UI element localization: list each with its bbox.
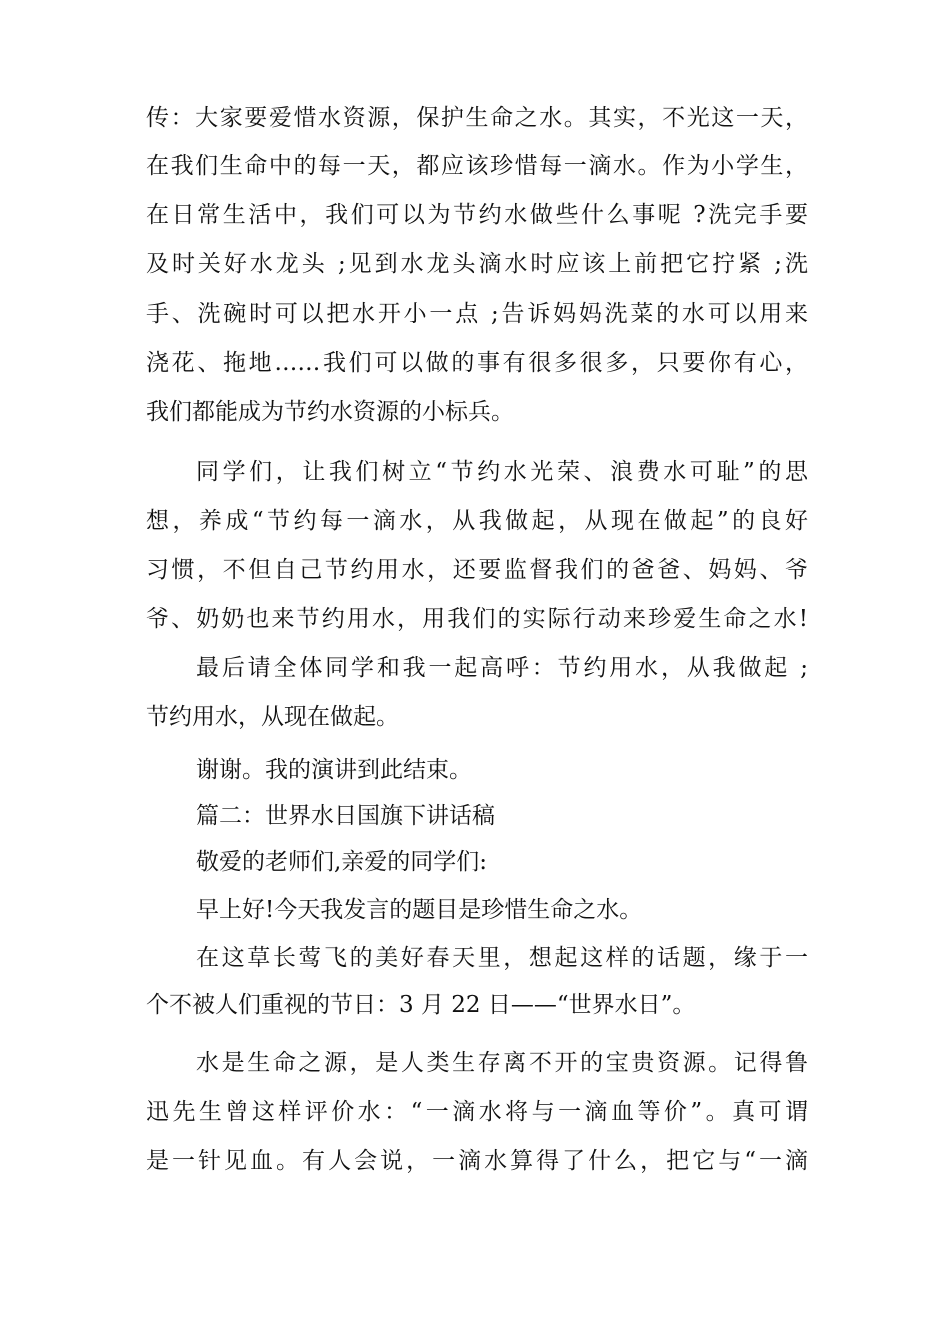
text-line: 及时关好水龙头 ;见到水龙头滴水时应该上前把它拧紧 ;洗 [146,251,808,277]
text-line: 个不被人们重视的节日：3 月 22 日——“世界水日”。 [146,992,696,1018]
text-line: 习惯，不但自己节约用水，还要监督我们的爸爸、妈妈、爷 [146,557,808,583]
text-line: 爷、奶奶也来节约用水，用我们的实际行动来珍爱生命之水! [146,606,808,632]
text-line: 在这草长莺飞的美好春天里，想起这样的话题，缘于一 [196,945,808,971]
text-line: 浇花、拖地……我们可以做的事有很多很多，只要你有心， [146,350,808,376]
text-line: 传：大家要爱惜水资源，保护生命之水。其实，不光这一天， [146,105,808,131]
text-line: 想，养成“节约每一滴水，从我做起，从现在做起”的良好 [146,508,808,534]
text-line: 水是生命之源，是人类生存离不开的宝贵资源。记得鲁 [196,1050,808,1076]
text-line: 是一针见血。有人会说，一滴水算得了什么，把它与“一滴 [146,1148,808,1174]
text-line: 在日常生活中，我们可以为节约水做些什么事呢 ?洗完手要 [146,202,808,228]
text-line: 最后请全体同学和我一起高呼：节约用水，从我做起 ; [196,655,808,681]
section-heading: 篇二：世界水日国旗下讲话稿 [196,803,495,829]
text-line: 节约用水，从现在做起。 [146,704,399,730]
text-line: 早上好!今天我发言的题目是珍惜生命之水。 [196,897,643,923]
text-line: 迅先生曾这样评价水：“一滴水将与一滴血等价”。真可谓 [146,1099,808,1125]
text-line: 手、洗碗时可以把水开小一点 ;告诉妈妈洗菜的水可以用来 [146,301,808,327]
text-line: 敬爱的老师们,亲爱的同学们: [196,849,488,875]
text-line: 在我们生命中的每一天，都应该珍惜每一滴水。作为小学生， [146,153,808,179]
text-line: 同学们，让我们树立“节约水光荣、浪费水可耻”的思 [196,459,808,485]
text-line: 我们都能成为节约水资源的小标兵。 [146,399,514,425]
text-line: 谢谢。我的演讲到此结束。 [196,757,472,783]
